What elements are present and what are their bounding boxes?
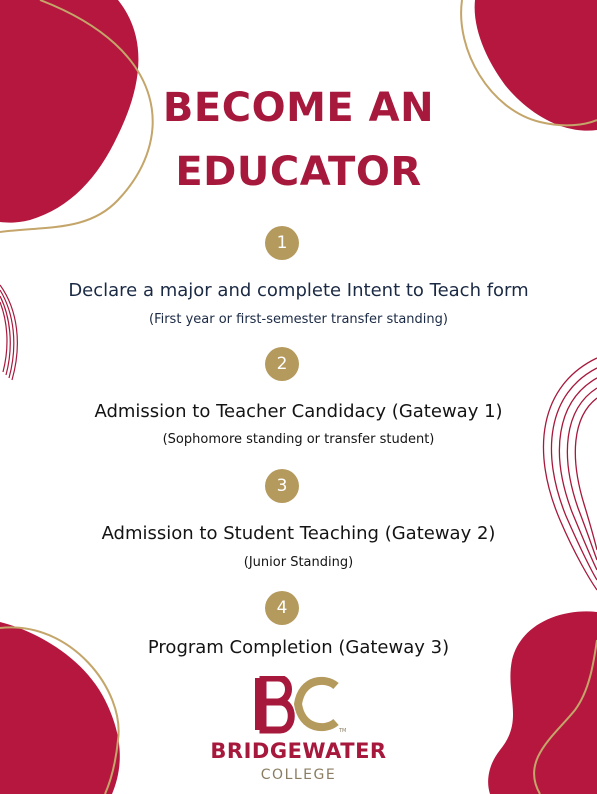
step-2-title: Admission to Teacher Candidacy (Gateway 1) bbox=[94, 401, 503, 422]
step-2-number-badge: 2 bbox=[265, 347, 299, 381]
step-1-note: (First year or first-semester transfer standing) bbox=[149, 312, 448, 327]
step-1-number-badge: 1 bbox=[265, 226, 299, 260]
step-1-title: Declare a major and complete Intent to Teach form bbox=[68, 280, 529, 301]
trademark-symbol: TM bbox=[339, 728, 347, 734]
bc-monogram-icon bbox=[255, 678, 336, 730]
heading-line-1: BECOME AN bbox=[162, 85, 435, 131]
step-3-title: Admission to Student Teaching (Gateway 2) bbox=[101, 523, 496, 544]
logo-subname: COLLEGE bbox=[260, 767, 337, 783]
heading-line-2: EDUCATOR bbox=[175, 149, 422, 195]
step-3-number-badge: 3 bbox=[265, 469, 299, 503]
step-2-note: (Sophomore standing or transfer student) bbox=[162, 432, 435, 447]
step-3-note: (Junior Standing) bbox=[243, 555, 354, 570]
logo-name: BRIDGEWATER bbox=[210, 739, 387, 763]
step-4-number-badge: 4 bbox=[265, 591, 299, 625]
step-4-title: Program Completion (Gateway 3) bbox=[147, 637, 450, 658]
